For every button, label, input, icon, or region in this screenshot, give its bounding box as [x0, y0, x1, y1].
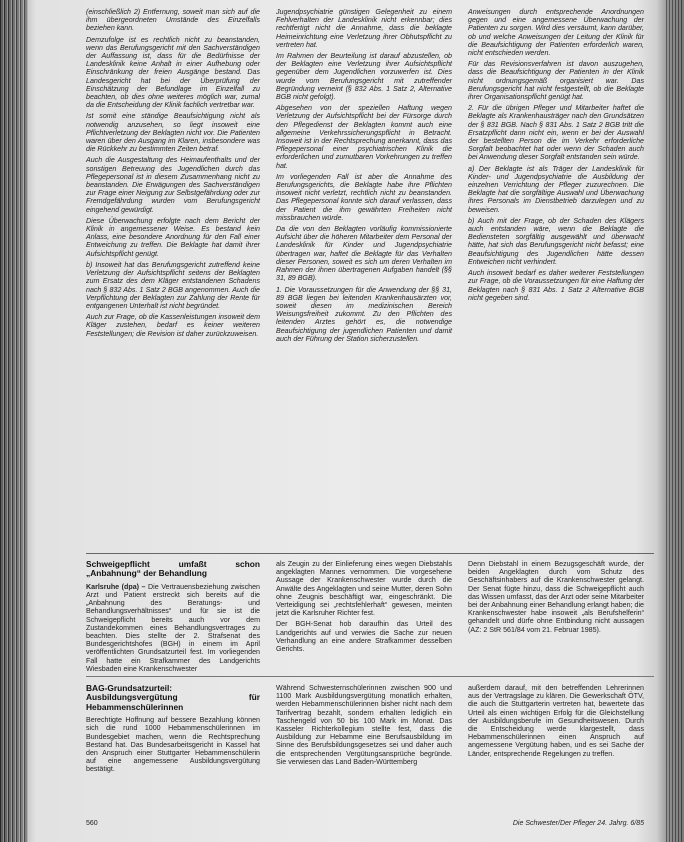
journal-citation: Die Schwester/Der Pfleger 24. Jahrg. 6/85 [512, 820, 644, 827]
paragraph: Ist somit eine ständige Beaufsichtigung nicht als notwendig anzusehen, so liegt insoweit eine Pflichtverletzung der Beklagten nicht vor. Die Patienten waren über den Ausgang im Klaren, insbesondere was die Rückkehr zu bestimmten Zeiten betraf. [86, 112, 260, 154]
text-column-right [468, 8, 644, 541]
paragraph: Demzufolge ist es rechtlich nicht zu beanstanden, wenn das Berufungsgericht mit den Sachverständigen der Auffassung ist, dass für die Bedürfnisse der Landesklinik keine Anhalt in einer Aufhebung oder Einschränkung der freien Ausgänge bestand. Das Landesgericht hat bei der Überprüfung der Einschätzung der Befundlage im Einzelfall zu beachten, ob dies ohne weiteres möglich war, zumal da die Entscheidung der Klinik fachlich vertretbar war. [86, 35, 260, 110]
news-article-hebammen-end [468, 684, 644, 814]
paragraph: (einschließlich 2) Entfernung, soweit man sich auf die ihm übergeordneten Umstände des Einzelfalls beziehen kann. [86, 8, 260, 33]
paragraph: Da die von den Beklagten vorläufig kommissionierte Aufsicht über die höheren Mitarbeiter dem Personal der Landesklinik für Kinder und Jugendpsychiatrie übertragen war, haftet die Beklagte für das Verhalten dieser Personen, soweit es sich um deren Verhalten im Rahmen der ihnen übertragenen Aufgaben handelt (§§ 31, 89 BGB). [276, 225, 452, 283]
article-text: Berechtigte Hoffnung auf bessere Bezahlung können sich die rund 1000 Hebammenschülerinnen im Bundesgebiet machen, wenn die Rechtsprechung Bestand hat. Das Bundesarbeitsgericht in Kassel hat den Anspruch einer Stuttgarter Hebammenschülerin auf eine angemessene Ausbildungsvergütung bestätigt. [86, 716, 260, 774]
paragraph: Auch zur Frage, ob die Kassenleistungen insoweit dem Kläger zustehen, bedarf es keiner weiteren Feststellungen; die Revision ist daher zurückzuweisen. [86, 313, 260, 338]
paragraph: Im vorliegenden Fall ist aber die Annahme des Berufungsgerichts, die Beklagte habe ihre Pflichten insoweit nicht verletzt, rechtlich nicht zu beanstanden. Das Pflegepersonal konnte sich darauf verlassen, dass der Patient die ihm gewährten Freiheiten nicht missbrauchen würde. [276, 172, 452, 222]
article-text: Die Vertrauensbeziehung zwischen Arzt und Patient erstreckt sich bereits auf die „Anbahnung des Beratungs- und Behandlungsverhältnisses“ und für sie ist die Schweigepflicht bereits auch vor dem Zustandekommen eines Behandlungsvertrages zu beachten. Dies stellte der 2. Strafsenat des Bundesgerichtshofes (BGH) in einem im April veröffentlichten Grundsatzurteil fest. Im vorliegenden Fall hatte ein Strafkammer des Landgerichts Wiesbaden eine Krankenschwester [86, 582, 260, 673]
paragraph: a) Der Beklagte ist als Träger der Landesklinik für Kinder- und Jugendpsychiatrie die Ausbildung der einzelnen Verrichtung der Pfleger zuzurechnen. Die Beklagte hat die sorgfältige Auswahl und Überwachung ihres Personals im Dienstbetrieb darzulegen und zu beweisen. [468, 164, 644, 214]
article-text: Der BGH-Senat hob daraufhin das Urteil des Landgerichts auf und verwies die Sache zur neuen Verhandlung an eine andere Strafkammer desselben Gerichts. [276, 620, 452, 654]
news-article-hebammen-continued [276, 684, 452, 814]
paragraph: Für das Revisionsverfahren ist davon auszugehen, dass die Beaufsichtigung der Patienten in der Klinik nicht ordnungsgemäß organisiert war. Das Berufungsgericht hat nicht festgestellt, ob die Beklagte ihrer Organisationspflicht genügt hat. [468, 60, 644, 102]
news-article-schweigepflicht-end [468, 560, 644, 666]
paragraph: b) Auch mit der Frage, ob der Schaden des Klägers auch entstanden wäre, wenn die Beklagte die Bediensteten sorgfältig ausgewählt und überwacht hätte, hat sich das Berufungsgericht nicht befasst; eine Beaufsichtigung des Jugendlichen hätte dessen Entweichen nicht verhindert. [468, 216, 644, 266]
text-column-middle [276, 8, 452, 541]
journal-page [86, 8, 654, 834]
text-column-left [86, 8, 260, 541]
paragraph: Anweisungen durch entsprechende Anordnungen gegen und eine angemessene Überwachung der Patienten zu sorgen. Wird dies versäumt, kann darüber, ob und welche Anweisungen der Leitung der Klinik für die Beaufsichtigung der Patienten erforderlich waren, nicht entschieden werden. [468, 8, 644, 58]
article-body [86, 583, 260, 673]
paragraph: 2. Für die übrigen Pfleger und Mitarbeiter haftet die Beklagte als Krankenhausträger nach den Grundsätzen der § 831 BGB. Nach § 831 Abs. 1 Satz 2 BGB tritt die Ersatzpflicht dann nicht ein, wenn er bei der Auswahl der bestellten Person die im Verkehr erforderliche Sorgfalt beobachtet hat oder wenn der Schaden auch bei Anwendung dieser Sorgfalt entstanden sein würde. [468, 104, 644, 162]
news-article-schweigepflicht [86, 559, 260, 673]
article-headline: BAG-Grundsatzurteil: Ausbildungsvergütung für Hebammenschülerinnen [86, 683, 260, 712]
article-text: als Zeugin zu der Einlieferung eines wegen Diebstahls angeklagten Mannes vernommen. Die vorgesehene Aussage der Krankenschwester wurde durch die Anwälte des Angeklagten und seine Mutter, deren Sohn ohne Zeugnis beschäftigt war, eingeschränkt. Die Verteidigung sei „rechtsfehlerhaft“ gewesen, meinten jetzt die Karlsruher Richter fest. [276, 560, 452, 618]
paragraph: Abgesehen von der speziellen Haftung wegen Verletzung der Aufsichtspflicht bei der Fürsorge durch den Pflegedienst der Beklagten kommt auch eine allgemeine Verkehrssicherungspflicht in Betracht. Insoweit ist in der Rechtsprechung anerkannt, dass das Pflegepersonal einer psychiatrischen Klinik die erforderlichen und zumutbaren Vorkehrungen zu treffen hat. [276, 104, 452, 170]
section-divider [86, 553, 654, 554]
paragraph: Auch die Ausgestaltung des Heimaufenthalts und der sonstigen Betreuung des Jugendlichen durch das Pflegepersonal ist in diesem Zusammenhang nicht zu beanstanden. Die Erwägungen des Sachverständigen zur Frage einer Neigung zur Selbstgefährdung oder zur Fremdgefährdung wurden vom Berufungsgericht eingehend gewürdigt. [86, 156, 260, 214]
page-edge-shadow [666, 0, 684, 842]
article-dateline: Karlsruhe (dpa) – [86, 582, 146, 591]
paragraph: Diese Überwachung erfolgte nach dem Bericht der Klinik in angemessener Weise. Es bestand kein Anlass, eine besondere Anordnung für den Fall einer Entweichung zu treffen. Die Beklagte hat damit ihrer Aufsichtspflicht genügt. [86, 216, 260, 258]
news-article-hebammen [86, 684, 260, 814]
page-footer [86, 820, 654, 832]
article-text: Denn Diebstahl in einem Bezugsgeschäft wurde, der beiden Angeklagten durch vom Schutz des Geschäftsinhabers auf die Krankenschwester gelangt. Der Senat fügte hinzu, dass die Schweigepflicht auch das Wissen umfasst, das der Arzt oder seine Mitarbeiter bei der Anbahnung einer Behandlung erlangt haben; die Krankenschwester habe insoweit „als Berufshelferin“ gehandelt und dürfe ohne Entbindung nicht aussagen (AZ: 2 StR 561/84 vom 21. Februar 1985). [468, 560, 644, 634]
paragraph: Auch insoweit bedarf es daher weiterer Feststellungen zur Frage, ob die Voraussetzungen für eine Haftung der Beklagten nach § 831 Abs. 1 Satz 2 Alternative BGB nicht gegeben sind. [468, 269, 644, 302]
paragraph: Jugendpsychiatrie günstigen Gelegenheit zu einem Fehlverhalten der Landesklinik nicht erkennbar; dies rechtfertigt nicht die Annahme, dass die beklagte Heimeinrichtung eine Verletzung ihrer Obhutspflicht zu vertreten hat. [276, 8, 452, 49]
paragraph: b) Insoweit hat das Berufungsgericht zutreffend keine Verletzung der Aufsichtspflicht seitens der Beklagten zum Ersatz des dem Kläger entstandenen Schadens nach § 832 Abs. 1 Satz 2 BGB angenommen. Auch die Verpflichtung der Beklagten zur Zahlung der Rente für entgangenen Unterhalt ist nicht begründet. [86, 260, 260, 310]
book-binding-shadow [0, 0, 28, 842]
article-text: außerdem darauf, mit den betreffenden Lehrerinnen aus der Vertragslage zu klären. Die Gewerkschaft ÖTV, die auch die Stuttgarterin vertreten hat, bewertete das Urteil als einen wichtigen Erfolg für die Gleichstellung der Ausbildungsberufe im Gesundheitswesen. Durch die Entscheidung werde klargestellt, dass Hebammenschülerinnen einen Anspruch auf angemessene Vergütung haben, und es sei Sache der Länder, entsprechende Regelungen zu treffen. [468, 684, 644, 758]
article-headline: Schweigepflicht umfaßt schon „Anbahnung“ der Behandlung [86, 559, 260, 579]
news-article-schweigepflicht-continued [276, 560, 452, 666]
section-divider [86, 676, 654, 677]
article-text: Während Schwesternschülerinnen zwischen 900 und 1100 Mark Ausbildungsvergütung monatlich erhalten, werden Hebammenschülerinnen bisher nicht nach dem Tarifvertrag bezahlt, sondern erhalten lediglich ein Taschengeld von 50 bis 100 Mark im Monat. Das Kasseler Richterkollegium stellte fest, dass die Ausbildung zur Hebamme eine Berufsausbildung im Sinne des Berufsbildungsgesetzes sei und daher auch die entsprechenden Vergütungsansprüche begründe. Sie verwiesen das Land Baden-Württemberg [276, 684, 452, 766]
page-number: 560 [86, 820, 98, 827]
paragraph: Im Rahmen der Beurteilung ist darauf abzustellen, ob der Beklagten eine Verletzung ihrer Aufsichtspflicht gegenüber dem Jugendlichen vorzuwerfen ist. Dies wurde vom Berufungsgericht mit zutreffender Begründung verneint (§ 832 Abs. 1 Satz 2, Alternative BGB nicht gefolgt). [276, 52, 452, 102]
paragraph: 1. Die Voraussetzungen für die Anwendung der §§ 31, 89 BGB liegen bei leitenden Krankenhausärzten vor, soweit diesen im medizinischen Bereich Weisungsfreiheit zukommt. Zu den Pflichten des leitenden Arztes gehört es, die notwendige Beaufsichtigung der jugendlichen Patienten und damit auch der Führung der Station sicherzustellen. [276, 285, 452, 343]
